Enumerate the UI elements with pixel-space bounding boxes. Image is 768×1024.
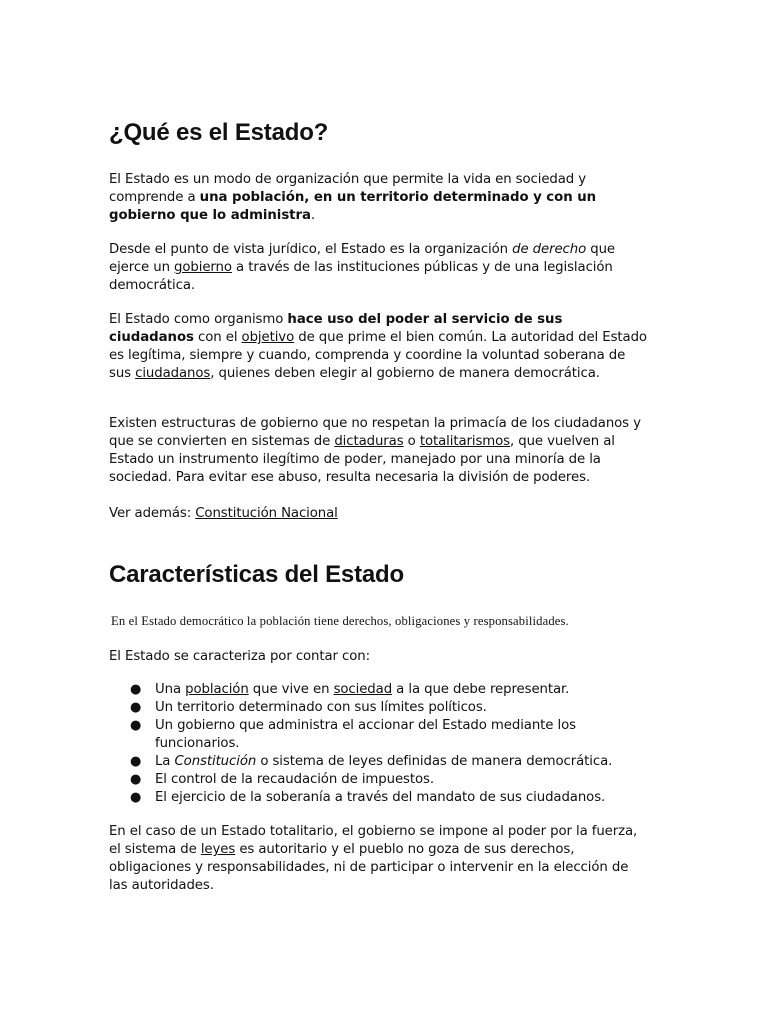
characteristics-list xyxy=(109,681,649,807)
link-gobierno[interactable]: gobierno xyxy=(174,260,232,275)
paragraph-text: es autoritario y el pueblo no goza de sus derechos, obligaciones y responsabilidades, ni de participar o intervenir en la elección de las autoridades. xyxy=(109,842,629,893)
link-ciudadanos[interactable]: ciudadanos xyxy=(135,366,211,381)
paragraph-text: de que prime el bien común. La autoridad del Estado es legítima, siempre y cuando, comprenda y coordine la voluntad soberana de sus xyxy=(109,330,647,381)
paragraph-estructuras xyxy=(109,415,649,487)
bullet-icon: ● xyxy=(130,700,142,715)
link-dictaduras[interactable]: dictaduras xyxy=(334,434,404,449)
image-caption: En el Estado democrático la población tiene derechos, obligaciones y responsabilidades. xyxy=(111,614,569,628)
bold-text: una población, en un territorio determinado y con un gobierno que lo administra xyxy=(109,190,597,223)
list-item-text: Un gobierno que administra el accionar del Estado mediante los funcionarios. xyxy=(155,718,576,751)
list-item-text: La xyxy=(155,754,175,769)
paragraph-totalitario xyxy=(109,823,649,895)
list-item-text: que vive en xyxy=(248,682,334,697)
list-item-text: Una xyxy=(155,682,186,697)
list-item xyxy=(109,753,649,771)
italic-text: Constitución xyxy=(174,754,257,769)
paragraph-definition xyxy=(109,171,649,225)
list-item-text: o sistema de leyes definidas de manera democrática. xyxy=(256,754,613,769)
paragraph-juridico xyxy=(109,241,649,295)
section-title-que-es-el-estado: ¿Qué es el Estado? xyxy=(109,119,329,146)
list-item-text: El control de la recaudación de impuestos. xyxy=(155,772,434,787)
list-item-text: El ejercicio de la soberanía a través del mandato de sus ciudadanos. xyxy=(155,790,606,805)
link-objetivo[interactable]: objetivo xyxy=(241,330,295,345)
list-item-text: Un territorio determinado con sus límites políticos. xyxy=(155,700,487,715)
paragraph-text: El Estado es un modo de organización que permite la vida en sociedad y comprende a xyxy=(109,172,587,205)
paragraph-text: Existen estructuras de gobierno que no respetan la primacía de los ciudadanos y que se convierten en sistemas de xyxy=(109,416,641,449)
list-item xyxy=(109,717,649,753)
italic-text: de derecho xyxy=(512,242,587,257)
paragraph-text: En el caso de un Estado totalitario, el gobierno se impone al poder por la fuerza, el sistema de xyxy=(109,824,638,857)
paragraph-text: . xyxy=(310,208,316,223)
list-item xyxy=(109,681,649,699)
link-totalitarismos[interactable]: totalitarismos xyxy=(419,434,511,449)
list-item-text: a la que debe representar. xyxy=(392,682,570,697)
paragraph-intro: El Estado se caracteriza por contar con: xyxy=(109,649,370,664)
see-also-label: Ver además: xyxy=(109,506,196,521)
paragraph-text: , que vuelven al Estado un instrumento ilegítimo de poder, manejado por una minoría de la sociedad. Para evitar ese abuso, resulta necesaria la división de poderes. xyxy=(109,434,615,485)
paragraph-text: que ejerce un xyxy=(109,242,616,275)
link-constitucion-nacional[interactable]: Constitución Nacional xyxy=(195,506,338,521)
section-title-caracteristicas: Características del Estado xyxy=(109,561,404,588)
bullet-icon: ● xyxy=(130,754,142,769)
paragraph-text: a través de las instituciones públicas y de una legislación democrática. xyxy=(109,260,613,293)
list-item xyxy=(109,789,649,807)
bold-text: hace uso del poder al servicio de sus ciudadanos xyxy=(109,312,563,345)
paragraph-text: con el xyxy=(193,330,242,345)
see-also-line xyxy=(109,505,649,523)
bullet-icon: ● xyxy=(130,682,142,697)
bullet-icon: ● xyxy=(130,718,142,733)
paragraph-text: Desde el punto de vista jurídico, el Estado es la organización xyxy=(109,242,513,257)
bullet-icon: ● xyxy=(130,790,142,805)
list-item xyxy=(109,699,649,717)
bullet-icon: ● xyxy=(130,772,142,787)
paragraph-poder xyxy=(109,311,649,383)
link-leyes[interactable]: leyes xyxy=(200,842,236,857)
link-poblacion[interactable]: población xyxy=(185,682,249,697)
link-sociedad[interactable]: sociedad xyxy=(333,682,393,697)
paragraph-text: o xyxy=(403,434,420,449)
list-item xyxy=(109,771,649,789)
paragraph-text: El Estado como organismo xyxy=(109,312,288,327)
paragraph-text: , quienes deben elegir al gobierno de manera democrática. xyxy=(210,366,600,381)
